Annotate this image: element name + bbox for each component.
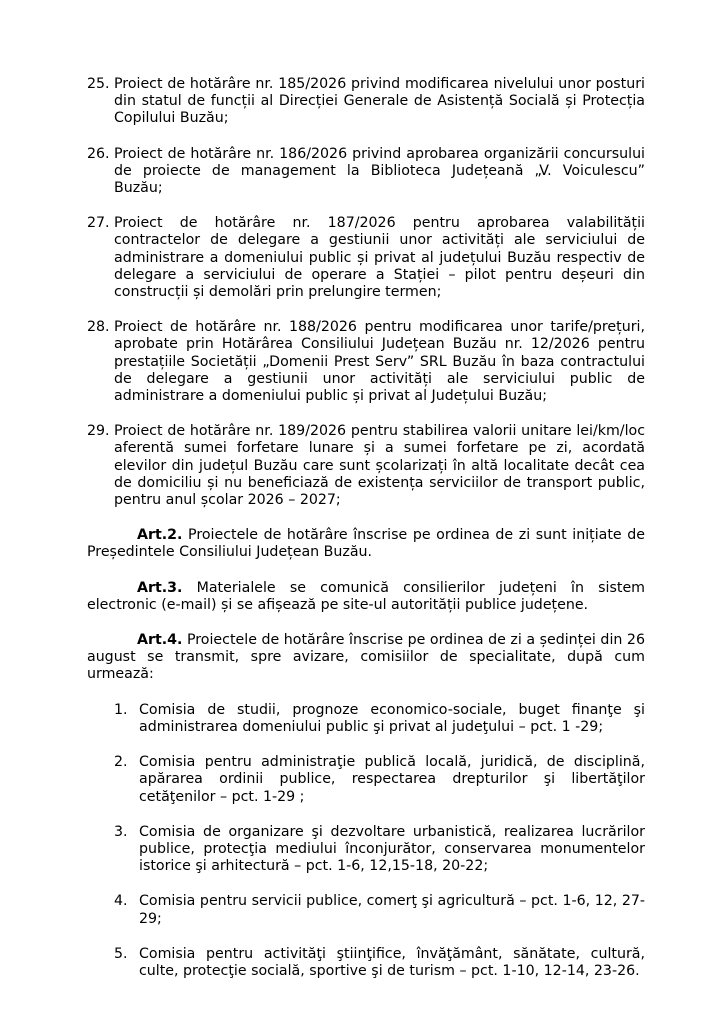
commission-item-3	[114, 824, 645, 876]
commission-item-5	[114, 946, 645, 980]
article-label: Art.3.	[137, 579, 183, 596]
item-text: Proiect de hotărâre nr. 185/2026 privind modificarea nivelului unor posturi din statul de funcții al Direcției Generale de Asistență Socială și Protecția Copilului Buzău;	[114, 76, 645, 127]
list-item-26	[87, 146, 645, 198]
article-3	[87, 580, 645, 614]
commission-list	[114, 702, 645, 980]
commission-item-4	[114, 893, 645, 927]
article-2	[87, 527, 645, 561]
item-number: 29.	[87, 423, 110, 440]
article-4	[87, 632, 645, 684]
list-item-25	[87, 76, 645, 128]
article-label: Art.4.	[137, 632, 183, 649]
item-number: 26.	[87, 145, 110, 162]
commission-number: 2.	[114, 754, 128, 771]
article-text: Materialele se comunică consilierilor județeni în sistem electronic (e-mail) și se afișează pe site-ul autorității publice județene.	[87, 579, 645, 613]
article-label: Art.2.	[137, 527, 183, 544]
commission-item-1	[114, 702, 645, 736]
item-text: Proiect de hotărâre nr. 186/2026 privind aprobarea organizării concursului de proiecte de management la Biblioteca Județeană „V. Voiculescu” Buzău;	[114, 145, 645, 197]
item-number: 27.	[87, 215, 110, 232]
list-item-28	[87, 319, 645, 405]
commission-number: 5.	[114, 945, 128, 962]
list-item-27	[87, 215, 645, 301]
item-text: Proiect de hotărâre nr. 189/2026 pentru stabilirea valorii unitare lei/km/loc aferentă sumei forfetare lunare și a sumei forfetare pe zi, acordată elevilor din județul Buzău care sunt școlarizați în altă localitate decât cea de domiciliu și nu beneficiază de existența serviciilor de transport public, pentru anul școlar 2026 – 2027;	[114, 423, 645, 509]
item-number: 28.	[87, 319, 110, 336]
item-text: Proiect de hotărâre nr. 188/2026 pentru modificarea unor tarife/prețuri, aprobate prin Hotărârea Consiliului Județean Buzău nr. 12/2026 pentru prestațiile Societății „Domenii Prest Serv” SRL Buzău în baza contractului de delegare a gestiunii unor activități ale serviciului public de administrare a domeniului public și privat al Județului Buzău;	[114, 319, 645, 405]
article-text: Proiectele de hotărâre înscrise pe ordinea de zi sunt inițiate de Președintele Consiliului Județean Buzău.	[87, 527, 645, 561]
item-text: Proiect de hotărâre nr. 187/2026 pentru aprobarea valabilității contractelor de delegare a gestiunii unor activități ale serviciului de administrare a domeniului public și privat al județului Buzău respectiv de delegare a serviciului de operare a Stației – pilot pentru deșeuri din construcții și demolări prin prelungire termen;	[114, 215, 645, 301]
commission-text: Comisia pentru servicii publice, comerţ şi agricultură – pct. 1-6, 12, 27-29;	[139, 893, 645, 927]
article-text: Proiectele de hotărâre înscrise pe ordinea de zi a ședinței din 26 august se transmit, spre avizare, comisiilor de specialitate, după cum urmează:	[87, 632, 645, 683]
commission-number: 3.	[114, 823, 128, 840]
commission-text: Comisia de organizare şi dezvoltare urbanistică, realizarea lucrărilor publice, protecţia mediului înconjurător, conservarea monumentelor istorice şi arhitectură – pct. 1-6, 12,15-18, 20-22;	[139, 823, 645, 875]
commission-text: Comisia pentru administraţie publică locală, juridică, de disciplină, apărarea ordinii publice, respectarea drepturilor şi libertăţilor cetăţenilor – pct. 1-29 ;	[139, 754, 645, 805]
commission-item-2	[114, 754, 645, 806]
commission-number: 1.	[114, 701, 128, 718]
commission-number: 4.	[114, 893, 128, 910]
commission-text: Comisia pentru activităţi ştiinţifice, învăţământ, sănătate, cultură, culte, protecţie socială, sportive şi de turism – pct. 1-10, 12-14, 23-26.	[139, 945, 645, 979]
item-number: 25.	[87, 76, 110, 92]
list-item-29	[87, 423, 645, 509]
commission-text: Comisia de studii, prognoze economico-sociale, buget finanţe şi administrarea domeniului public şi privat al judeţului – pct. 1 -29;	[139, 701, 645, 735]
